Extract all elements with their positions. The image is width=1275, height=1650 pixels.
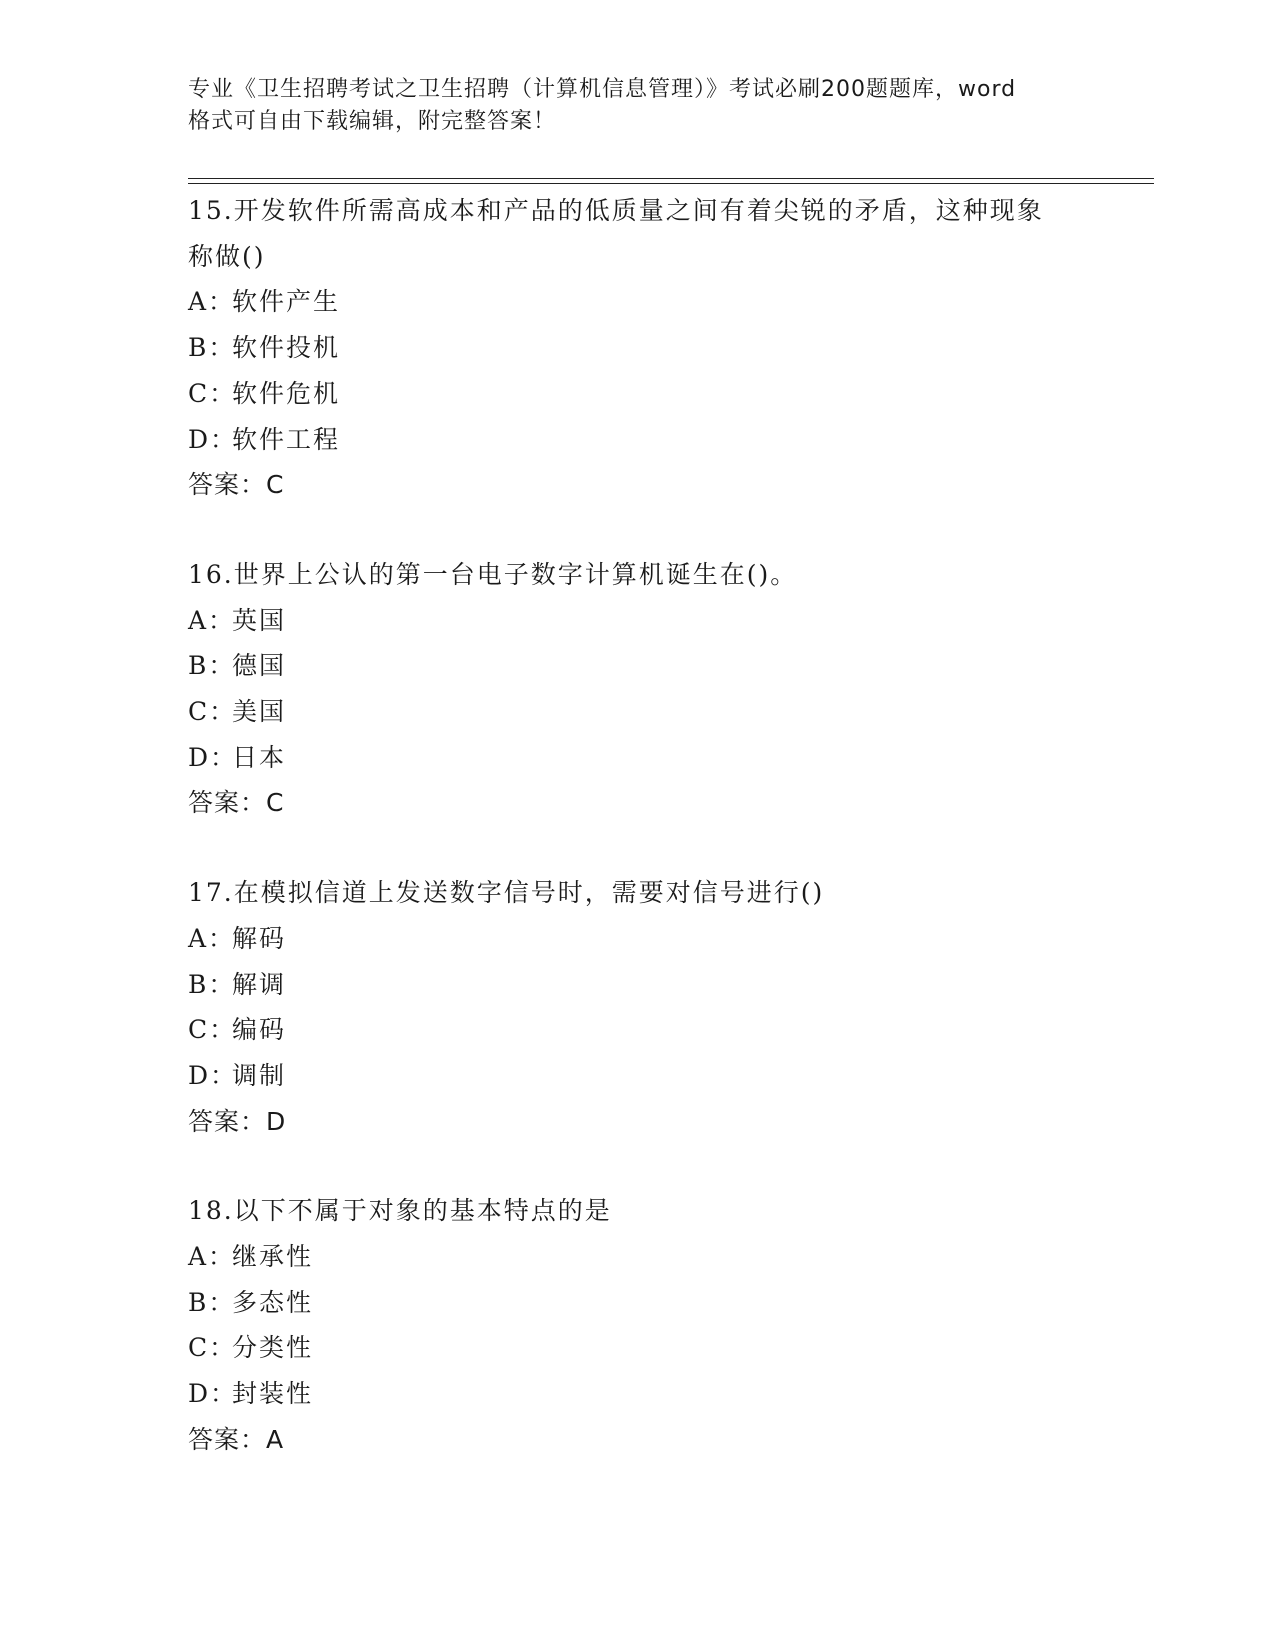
option-key: B： (188, 969, 236, 999)
option-c (188, 371, 1088, 417)
option-c (188, 689, 1088, 735)
option-key: B： (188, 651, 236, 681)
option-b (188, 962, 1088, 1008)
option-text: 美国 (232, 697, 287, 727)
answer-line (188, 780, 1088, 826)
answer-label: 答案： (188, 1424, 267, 1454)
option-text: 日本 (232, 742, 287, 772)
option-c (188, 1325, 1088, 1371)
option-key: C： (188, 378, 237, 408)
answer-label: 答案： (188, 788, 267, 818)
option-text: 解码 (232, 923, 287, 953)
header-line-1: 专业《卫生招聘考试之卫生招聘（计算机信息管理）》考试必刷200题题库，word (188, 77, 1017, 102)
document-header (188, 74, 1088, 138)
option-text: 德国 (232, 651, 287, 681)
header-rule-top (188, 178, 1154, 179)
option-a (188, 1234, 1088, 1280)
header-rule-bottom (188, 183, 1154, 184)
option-text: 解调 (232, 969, 287, 999)
answer-line (188, 1099, 1088, 1145)
answer-value: D (266, 1106, 287, 1136)
option-key: C： (188, 1015, 237, 1045)
option-key: B： (188, 333, 236, 363)
option-key: C： (188, 1333, 237, 1363)
question-16 (188, 552, 1088, 826)
option-key: D： (188, 424, 238, 454)
answer-line (188, 462, 1088, 508)
answer-value: A (266, 1424, 285, 1454)
option-text: 多态性 (232, 1287, 314, 1317)
option-key: D： (188, 1060, 238, 1090)
answer-line (188, 1417, 1088, 1463)
option-key: D： (188, 742, 238, 772)
option-key: A： (188, 923, 236, 953)
option-a (188, 598, 1088, 644)
question-stem: 15.开发软件所需高成本和产品的低质量之间有着尖锐的矛盾，这种现象称做() (188, 196, 1044, 271)
option-d (188, 1053, 1088, 1099)
answer-label: 答案： (188, 1106, 267, 1136)
option-text: 软件产生 (232, 287, 341, 317)
option-b (188, 1280, 1088, 1326)
option-text: 英国 (232, 605, 287, 635)
option-text: 软件投机 (232, 333, 341, 363)
question-stem: 18.以下不属于对象的基本特点的是 (188, 1196, 612, 1226)
question-list (188, 188, 1088, 1507)
answer-value: C (266, 470, 285, 500)
option-a (188, 916, 1088, 962)
option-text: 封装性 (232, 1379, 314, 1409)
option-d (188, 417, 1088, 463)
option-text: 软件危机 (232, 378, 341, 408)
question-15 (188, 188, 1088, 508)
option-key: D： (188, 1379, 238, 1409)
option-key: A： (188, 605, 236, 635)
option-d (188, 1371, 1088, 1417)
option-a (188, 279, 1088, 325)
answer-value: C (266, 788, 285, 818)
option-key: B： (188, 1287, 236, 1317)
question-17 (188, 870, 1088, 1144)
option-d (188, 735, 1088, 781)
option-key: A： (188, 1242, 236, 1272)
option-text: 调制 (232, 1060, 287, 1090)
option-text: 分类性 (232, 1333, 314, 1363)
option-text: 继承性 (232, 1242, 314, 1272)
answer-label: 答案： (188, 470, 267, 500)
option-text: 编码 (232, 1015, 287, 1045)
option-key: A： (188, 287, 236, 317)
option-b (188, 643, 1088, 689)
question-18 (188, 1188, 1088, 1462)
option-key: C： (188, 697, 237, 727)
option-b (188, 325, 1088, 371)
question-stem: 16.世界上公认的第一台电子数字计算机诞生在()。 (188, 559, 798, 589)
option-text: 软件工程 (232, 424, 341, 454)
option-c (188, 1007, 1088, 1053)
header-line-2: 格式可自由下载编辑，附完整答案！ (188, 109, 557, 134)
question-stem: 17.在模拟信道上发送数字信号时，需要对信号进行() (188, 878, 825, 908)
